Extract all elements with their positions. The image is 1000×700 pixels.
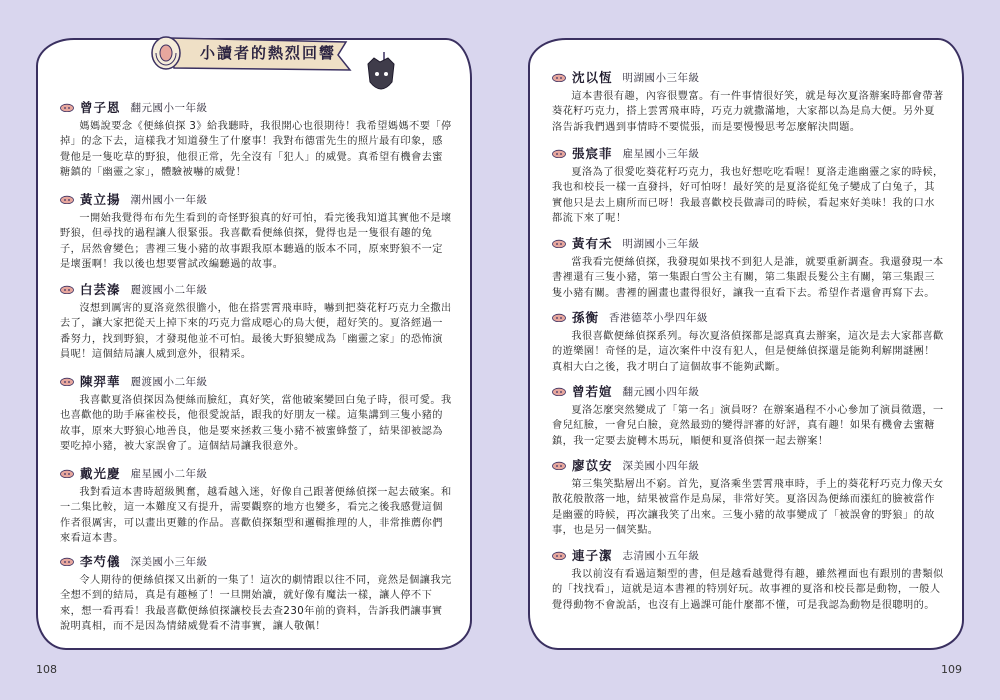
comment-text: 我對看這本書時超級興奮，越看越入迷，好像自己跟著便絲偵探一起去破案。和一二集比較，這一本難度又有提升，需要觀察的地方也變多，看完之後我感覺這個作者很厲害，可以畫出更難的作品。喜歡偵探類型和邏輯推理的人，非常推薦你們來看這本書。: [60, 487, 452, 545]
pig-icon: [60, 556, 74, 566]
reader-school: 雇星國小三年級: [622, 147, 700, 160]
comment-text: 夏洛怎麼突然變成了「第一名」演員呀？在辦案過程不小心參加了演員徵選，一會兒紅臉，一會兒白臉，竟然最勁的變得評審的好評，真有趣！如果有機會去蜜糖鎮，我一定要去旋轉木馬玩，順便和夏洛偵探一起去辦案！: [552, 405, 944, 447]
comment-text: 我喜歡夏洛偵探因為便絲而臉紅，真好笑，當他破案變回白兔子時，很可愛。我也喜歡他的助手麻雀校長，他很愛說話，跟我的好朋友一樣。這集講到三隻小豬的故事，原來大野狼心地善良，他是要來拯救三隻小豬不被蜜蜂螫了，結果卻被認為要吃掉小豬，被大家誤會了。這個結局讓我很意外。: [60, 395, 452, 453]
pig-icon: [552, 72, 566, 82]
comment-entry: [60, 190, 452, 273]
reader-school: 麗渡國小二年級: [130, 283, 208, 296]
pig-icon: [552, 148, 566, 158]
reader-school: 深美國小四年級: [622, 459, 700, 472]
comment-entry: [552, 234, 944, 301]
banner-title: 小讀者的熱烈回響: [200, 44, 337, 62]
comment-text: 夏洛為了很愛吃葵花籽巧克力，我也好想吃吃看喔！夏洛走進幽靈之家的時候，我也和校長一樣一直發抖，好可怕呀！最好笑的是夏洛從紅兔子變成了白兔子，其實他只是去上廁所而已呀！我最喜歡校長做壽司的時候，看起來好美味！我的口水都流下來了呢！: [552, 167, 944, 225]
reader-school: 麗渡國小二年級: [130, 375, 208, 388]
comment-entry: [60, 464, 452, 547]
comment-entry: [60, 552, 452, 635]
comment-entry: [60, 98, 452, 181]
comment-text: 當我看完便絲偵探，我發現如果找不到犯人是誰，就要重新調查。我還發現一本書裡還有三隻小豬，第一集跟白雪公主有關，第二集跟長髮公主有關，第三集跟三隻小豬有關。書裡的圖畫也畫得很好，讓我一直看下去。希望作者還會再寫下去。: [552, 257, 944, 299]
comment-entry: [60, 372, 452, 455]
pig-icon: [60, 468, 74, 478]
comment-text: 這本書很有趣，內容很豐富。有一件事情很好笑，就是每次夏洛辦案時都會帶著葵花籽巧克力，搭上雲霄飛車時，巧克力就撒滿地，大家都以為是鳥大便。另外夏洛告訴我們遇到事情時不要慌張，而是要慢慢思考怎麼解決問題。: [552, 91, 944, 133]
reader-school: 明湖國小三年級: [622, 71, 700, 84]
comment-entry: [552, 456, 944, 539]
reader-name: 戴光慶: [80, 466, 121, 481]
reader-name: 孫衡: [572, 310, 600, 325]
pig-icon: [60, 194, 74, 204]
pig-icon: [552, 238, 566, 248]
reader-school: 潮州國小一年級: [130, 193, 208, 206]
reader-name: 連子潔: [572, 548, 613, 563]
comment-text: 一開始我覺得布布先生看到的奇怪野狼真的好可怕，看完後我知道其實他不是壞野狼，但尋找的過程讓人很緊張。我喜歡看便絲偵探，覺得也是一隻很有趣的兔子，居然會變色；書裡三隻小豬的故事跟我原本聽過的版本不同，原來野狼不一定是壞蛋啊！我以後也想要嘗試改編聽過的故事。: [60, 213, 452, 271]
comment-entry: [552, 144, 944, 227]
comment-entry: [60, 280, 452, 363]
reader-name: 廖苡安: [572, 458, 613, 473]
comment-text: 媽媽說要念《便絲偵探 3》給我聽時，我很開心也很期待！我希望媽媽不要「停掉」的念下去，這樣我才知道發生了什麼事！我對布德雷先生的照片最有印象，感覺他是一隻吃草的野狼，他很正常，先全沒有「犯人」的威覺。真希望有機會去蜜糖鎮的「幽靈之家」，體驗被嚇的威覺！: [60, 121, 452, 179]
reader-school: 翻元國小四年級: [622, 385, 700, 398]
reader-school: 香港德萃小學四年級: [609, 311, 709, 324]
pig-icon: [552, 460, 566, 470]
comment-text: 我很喜歡便絲偵探系列。每次夏洛偵探都是認真真去辦案，這次是去大家都喜歡的遊樂園！奇怪的是，這次案件中沒有犯人，但是便絲偵探還是能夠利解開謎團！真相大白之後，我才明白了這個故事不能夠武斷。: [552, 331, 944, 373]
comment-entry: [552, 308, 944, 375]
page-number-right: 109: [941, 663, 962, 676]
reader-school: 明湖國小三年級: [622, 237, 700, 250]
page-number-left: 108: [36, 663, 57, 676]
comment-text: 令人期待的便絲偵探又出新的一集了！這次的劇情跟以往不同，竟然是個讓我完全想不到的結局，真是有趣極了！一旦開始讀，就好像有魔法一樣，讓人停不下來，想一看再看！我最喜歡便絲偵探讓校長去查230年前的資料，告訴我們讓事實說明真相，而不是因為情緒威覺看不清事實，讓人敬佩！: [60, 575, 452, 633]
reader-name: 曾子恩: [80, 100, 121, 115]
comment-text: 沒想到厲害的夏洛竟然很膽小，他在搭雲霄飛車時，嚇到把葵花籽巧克力全撒出去了，讓大家把從天上掉下來的巧克力當成噁心的鳥大便，超好笑的。夏洛經過一番努力，找到野狼，才發現他並不可怕。最後大野狼變成為「幽靈之家」的恐怖演員呢！這個結局讓人威到意外，很精采。: [60, 303, 452, 361]
comment-text: 第三集笑點層出不窮。首先，夏洛乘坐雲霄飛車時，手上的葵花籽巧克力像天女散花般散落一地，結果被當作是鳥屎，非常好笑。夏洛因為便絲而漲紅的臉被當作是幽靈的時候，再次讓我笑了出來。三隻小豬的故事變成了「被誤會的野狼」的故事，也是另一個笑點。: [552, 479, 944, 537]
comment-entry: [552, 546, 944, 613]
pig-icon: [552, 312, 566, 322]
comment-text: 我以前沒有看過這類型的書，但是越看越覺得有趣，雖然裡面也有跟別的書類似的「找找看」，這就是這本書裡的特別好玩。故事裡的夏洛和校長都是動物，一般人覺得動物不會說話，也沒有上過課可能什麼都不懂，可是我認為動物是很聰明的。: [552, 569, 944, 611]
pig-icon: [552, 386, 566, 396]
reader-name: 張宸菲: [572, 146, 613, 161]
comment-entry: [552, 68, 944, 135]
reader-school: 雇星國小二年級: [130, 467, 208, 480]
pig-icon: [60, 376, 74, 386]
pig-icon: [60, 102, 74, 112]
bat-icon: [360, 52, 402, 96]
reader-name: 李芍儀: [80, 554, 121, 569]
reader-name: 黃有禾: [572, 236, 613, 251]
comment-entry: [552, 382, 944, 449]
reader-school: 深美國小三年級: [130, 555, 208, 568]
pig-icon: [60, 284, 74, 294]
reader-name: 陳羿華: [80, 374, 121, 389]
reader-name: 曾若媗: [572, 384, 613, 399]
reader-name: 沈以恆: [572, 70, 613, 85]
reader-school: 翻元國小一年級: [130, 101, 208, 114]
pig-icon: [552, 550, 566, 560]
reader-name: 白芸溱: [80, 282, 121, 297]
reader-school: 志清國小五年級: [622, 549, 700, 562]
reader-name: 黃立揚: [80, 192, 121, 207]
